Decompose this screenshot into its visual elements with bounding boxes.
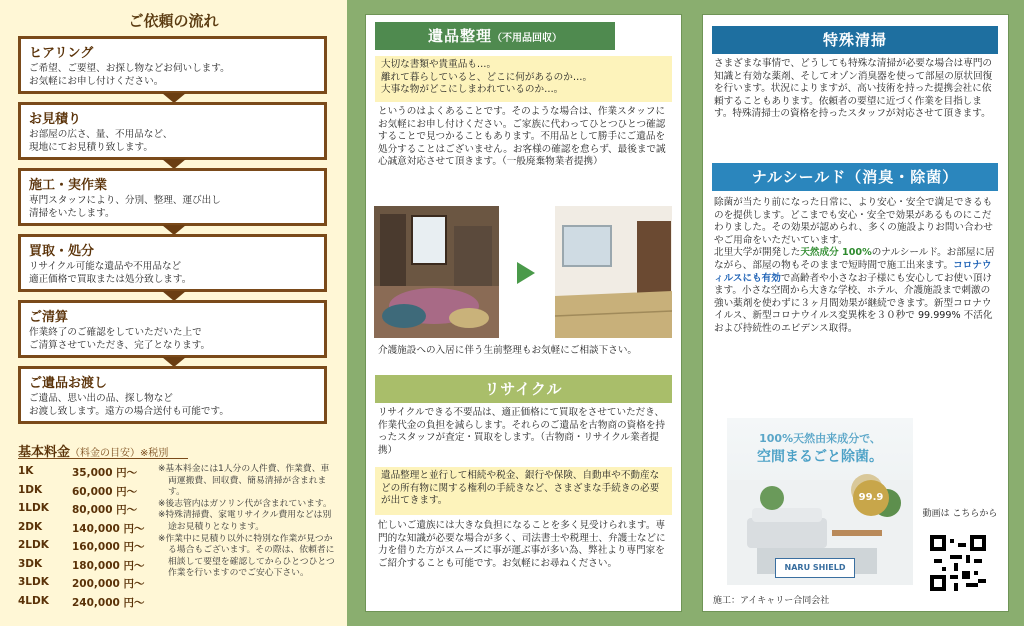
- credit: 施工：アイキャリー合同会社: [713, 596, 830, 606]
- naru-text: 北里大学が開発した: [714, 247, 801, 259]
- box-line: 大切な書類や貴重品も…。: [381, 59, 497, 70]
- step-line: お部屋の広さ、量、不用品など、: [29, 129, 173, 140]
- step-line: リサイクル可能な遺品や不用品など: [29, 261, 182, 272]
- step-line: 作業終了のご確認をしていただいた上で: [29, 327, 202, 338]
- step-head: 施工・実作業: [29, 178, 108, 193]
- step-head: ヒアリング: [29, 46, 94, 61]
- price-value: 35,000 円〜: [72, 467, 138, 479]
- price-row: [18, 502, 158, 521]
- pricing-notes: [158, 464, 338, 580]
- naru-logo: NARU SHIELD: [775, 558, 855, 578]
- naru-text: のナルシールド。お部屋に居ながら、部屋の物もそのままで短時間で施工出来ます。: [714, 247, 995, 271]
- step-line: お気軽にお申し付けください。: [29, 76, 164, 87]
- price-row: [18, 539, 158, 558]
- step-head: 買取・処分: [29, 244, 95, 259]
- step-buyback: [18, 234, 327, 292]
- room-type: 3LDK: [18, 576, 49, 588]
- step-line: 専門スタッフにより、分別、整理、運び出し: [29, 195, 221, 206]
- special-title: 特殊清掃: [712, 26, 998, 54]
- ihin-title: [375, 22, 615, 50]
- price-row: [18, 521, 158, 540]
- price-value: 240,000 円〜: [72, 596, 145, 609]
- price-value: 180,000 円〜: [72, 559, 145, 572]
- room-type: 4LDK: [18, 594, 49, 607]
- step-line: 適正価格で買取または処分致します。: [29, 274, 192, 285]
- ihin-title-sub: （不用品回収）: [492, 33, 562, 44]
- qr-label: 動画は こちらから: [922, 509, 998, 519]
- box-line: 離れて暮らしていると、どこに何があるのか…。: [381, 71, 593, 83]
- step-line: お渡し致します。遠方の場合送付も可能です。: [29, 406, 229, 417]
- before-photo: [374, 206, 499, 338]
- price-value: 140,000 円〜: [72, 522, 145, 535]
- note: ※作業中に見積り以外に特別な作業が見つかる場合もございます。その際は、依頼者に相談して要望を確認してからひとつひとつ作業を行いますのでご安心下さい。: [158, 533, 335, 579]
- price-value: 80,000 円〜: [72, 504, 138, 516]
- naru-body: [714, 197, 998, 336]
- room-type: 2LDK: [18, 539, 49, 551]
- ad-badge: 99.9: [853, 480, 889, 516]
- ihin-title-text: 遺品整理: [427, 27, 492, 45]
- step-line: 現地にてお見積り致します。: [29, 142, 153, 153]
- room-type: 3DK: [18, 557, 43, 570]
- pricing-subtitle: （料金の目安）※税別: [70, 448, 169, 459]
- special-body: さまざまな事情で、どうしても特殊な清掃が必要な場合は専門の知識と有効な薬剤、そしてオゾン消臭器を使って部屋の原状回復を行います。状況によりますが、高い技術を持った提携会社に依頼することもあります。依頼者の要望に近づく作業を目指します。特殊清掃士の資格を持ったスタッフが対応させて頂きます。: [714, 58, 993, 120]
- after-photo: [555, 206, 672, 338]
- note: ※特殊清掃費、家電リサイクル費用などは別途お見積りとなります。: [158, 510, 332, 532]
- price-value: 200,000 円〜: [72, 578, 145, 590]
- step-line: ご遺品、思い出の品、探し物など: [29, 393, 173, 404]
- step-head: お見積り: [29, 112, 82, 127]
- room-type: 1DK: [18, 483, 43, 496]
- price-row: [18, 595, 158, 614]
- step-hearing: [18, 36, 327, 94]
- room-type: 1K: [18, 465, 34, 477]
- note: ※後志管内はガソリン代が含まれています。: [158, 498, 332, 509]
- pricing-title-text: 基本料金: [18, 445, 71, 460]
- step-handover: [18, 366, 327, 424]
- note: ※基本料金には1人分の人件費、作業費、車両運搬費、回収費、簡易清掃が含まれます。: [158, 464, 330, 498]
- ihin-caption: 介護施設への入居に伴う生前整理もお気軽にご相談下さい。: [378, 345, 638, 356]
- ihin-box: [375, 56, 672, 102]
- step-work: [18, 168, 327, 226]
- price-table: [18, 465, 158, 613]
- price-value: 160,000 円〜: [72, 541, 145, 553]
- recycle-body: リサイクルできる不要品は、適正価格にて買取をさせていただき、作業代金の負担を減らします。それらのご遺品を古物商の資格を持ったスタッフが査定・買取をします。（古物商・リサイクル業者提携）: [378, 407, 666, 456]
- price-row: [18, 465, 158, 484]
- ad-line2: 空間まるごと除菌。: [757, 449, 883, 465]
- price-row: [18, 484, 158, 503]
- room-type: 2DK: [18, 520, 43, 533]
- step-line: ご清算させていただき、完了となります。: [29, 340, 211, 351]
- price-row: [18, 576, 158, 595]
- naru-p1: 除菌が当たり前になった日常に、より安心・安全で満足できるものを提供します。どこまでも安心・安全で効果があるものにこだわりました。その効果が認められ、多くの施設よりお問い合わせやご用命をいただいています。: [714, 197, 993, 246]
- naru-highlight: 天然成分 100%: [800, 247, 872, 259]
- recycle-title: リサイクル: [375, 375, 672, 403]
- flow-title: ご依頼の流れ: [128, 12, 219, 30]
- room-type: 1LDK: [18, 502, 49, 514]
- naru-highlight: コロナウィルスにも有効: [714, 259, 992, 284]
- price-value: 60,000 円〜: [72, 485, 138, 498]
- naru-title: ナルシールド（消臭・除菌）: [712, 163, 998, 191]
- naru-shield-ad: [727, 418, 913, 585]
- step-head: ご遺品お渡し: [29, 376, 108, 391]
- qr-code-icon[interactable]: [930, 535, 986, 591]
- recycle-body2: 忙しいご遺族には大きな負担になることを多く見受けられます。専門的な知識が必要な場合が多く、司法書士や税理士、弁護士などに力を借りた方がスムーズに事が運ぶ事が多い為、弊社より専門家をご紹介することも可能です。お気軽にお尋ねください。: [378, 520, 666, 569]
- step-settlement: [18, 300, 327, 358]
- step-estimate: [18, 102, 327, 160]
- naru-text: で高齢者や小さなお子様にも安心してお使い頂けます。小さな空間から大きな学校、ホテル、介護施設まで刺激の強い薬剤を使わずに３ヶ月間効果が継続できます。新型コロナウイルス、新型コロナウイルス変異株を３０秒で 99.999% 不活化および持続性のエビデンス取得。: [714, 272, 993, 334]
- box-line: 大事な物がどこにしまわれているのか…。: [381, 84, 564, 96]
- ihin-body: というのはよくあることです。そのような場合は、作業スタッフにお気軽にお申し付けください。ご家族に代わってひとつひとつ確認することで見つかることもあります。不用品として勝手にご遺品を処分することはございません。お客様の確認を怠らず、最後まで誠心誠意対応させて頂きます。（一般廃棄物業者提携）: [378, 106, 666, 168]
- step-line: 清掃をいたします。: [29, 208, 115, 219]
- play-arrow-icon: [517, 262, 535, 284]
- step-head: ご清算: [29, 310, 69, 325]
- divider: [18, 458, 188, 459]
- step-line: ご希望、ご要望、お探し物などお伺いします。: [29, 63, 230, 74]
- ad-line1: 100%天然由来成分で、: [759, 432, 881, 445]
- recycle-box: 遺品整理と並行して相続や税金、銀行や保険、自動車や不動産などの所有物に関する権利の手続きなど、さまざまな手続きの必要が出てきます。: [375, 467, 672, 515]
- price-row: [18, 558, 158, 577]
